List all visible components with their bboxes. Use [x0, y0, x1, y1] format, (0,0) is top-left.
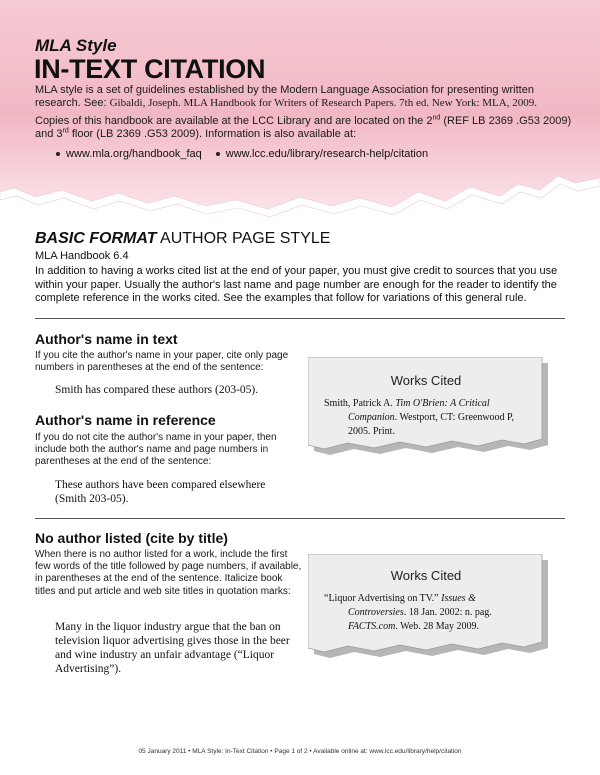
link-mla-faq[interactable]: www.mla.org/handbook_faq	[56, 148, 202, 160]
document-title: IN-TEXT CITATION	[34, 54, 266, 84]
author-in-reference-paragraph: If you do not cite the author's name in your paper, then include both the author's name and page numbers in parentheses at the end of the sentence:	[35, 432, 277, 468]
works-cited-entry: “Liquor Advertising on TV.” Issues & Controversies. 18 Jan. 2002: n. pag. FACTS.com. Web. 28 May 2009.	[324, 593, 492, 632]
intro-text: MLA style is a set of guidelines established by the Modern Language Association for presenting written research. See:	[35, 84, 534, 110]
works-cited-entry: Smith, Patrick A. Tim O'Brien: A Critical Companion. Westport, CT: Greenwood P, 2005. Print.	[324, 398, 515, 437]
author-in-text-paragraph: If you cite the author's name in your paper, cite only page numbers in parentheses at the end of the sentence:	[35, 350, 289, 374]
handbook-section-label: MLA Handbook 6.4	[35, 250, 129, 262]
handbook-reference: Gibaldi, Joseph. MLA Handbook for Writers of Research Papers. 7th ed. New York: MLA, 2009.	[109, 97, 537, 110]
author-in-text-example: Smith has compared these authors (203-05).	[55, 384, 259, 396]
bullet-icon	[216, 152, 220, 156]
basic-format-heading: BASIC FORMAT AUTHOR PAGE STYLE	[35, 230, 331, 247]
basic-format-paragraph: In addition to having a works cited list at the end of your paper, you must give credit to sources that you use within your paper. Usually the author's last name and page number are enough for the reader to identify the complete reference in the works cited. See the examples that follow for variations of this general rule.	[35, 265, 558, 304]
no-author-example: Many in the liquor industry argue that the ban on television liquor advertising gives those in the beer and wine industry an unfair advantage (“Liquor Advertising”).	[55, 621, 290, 675]
author-in-reference-example: These authors have been compared elsewhere (Smith 203-05).	[55, 479, 266, 505]
page-footer: 05 January 2011 • MLA Style: In-Text Citation • Page 1 of 2 • Available online at: www.lcc.edu/library/help/citation	[138, 748, 462, 755]
works-cited-card-1	[308, 357, 544, 457]
bullet-icon	[56, 152, 60, 156]
copies-paragraph: Copies of this handbook are available at the LCC Library and are located on the 2nd (REF LB 2369 .G53 2009) and 3rd floor (LB 2369 .G53 2009). Information is also available at:	[35, 114, 572, 141]
section-divider	[35, 318, 565, 319]
document-subtitle: MLA Style	[35, 36, 117, 55]
works-cited-card-2	[308, 554, 544, 660]
no-author-paragraph: When there is no author listed for a work, include the first few words of the title followed by page numbers, if available, in parentheses at the end of the sentence. Italicize book titles and put article and web site titles in quotation marks:	[35, 549, 302, 597]
works-cited-title: Works Cited	[390, 568, 462, 583]
works-cited-title: Works Cited	[390, 373, 462, 388]
link-lcc-citation[interactable]: www.lcc.edu/library/research-help/citation	[216, 148, 428, 160]
author-in-reference-heading: Author's name in reference	[35, 412, 216, 428]
intro-paragraph	[35, 84, 575, 111]
resource-links	[56, 148, 428, 160]
author-in-text-heading: Author's name in text	[35, 331, 178, 347]
no-author-heading: No author listed (cite by title)	[35, 530, 228, 546]
section-divider	[35, 518, 565, 519]
